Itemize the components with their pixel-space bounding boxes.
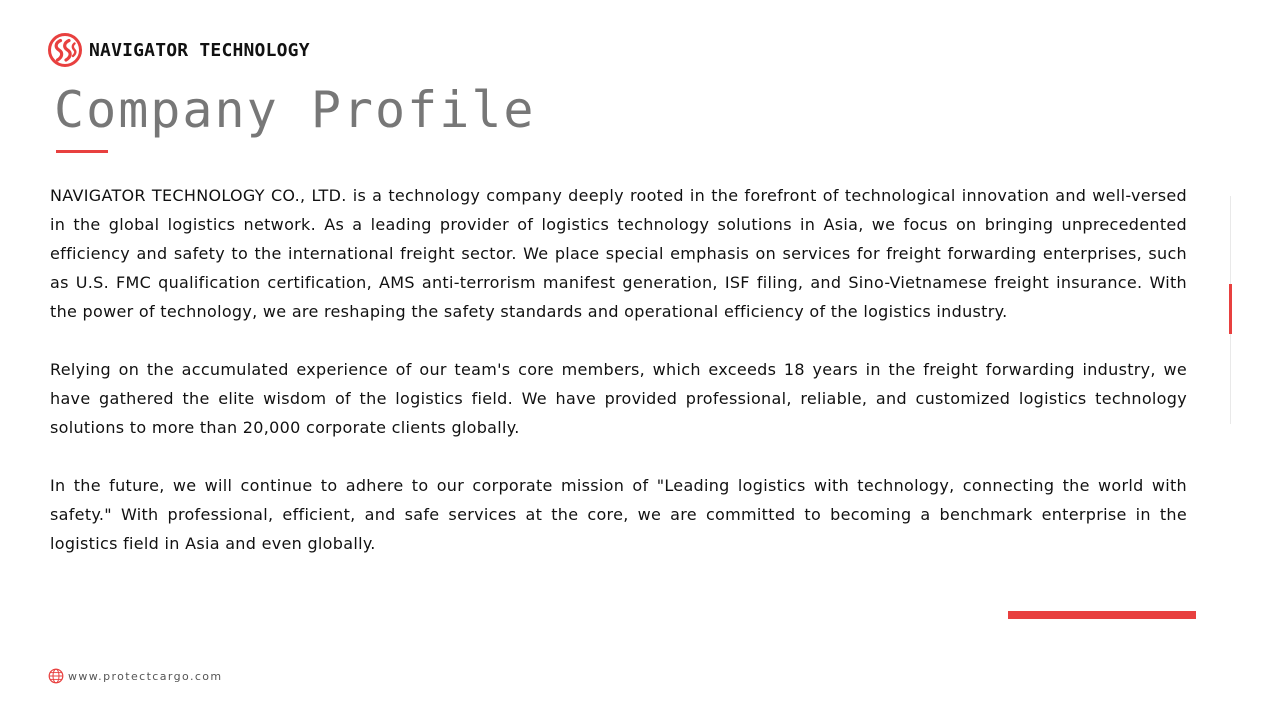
profile-paragraph-intro: NAVIGATOR TECHNOLOGY CO., LTD. is a technology company deeply rooted in the forefront of technological innovation and well-versed in the global logistics network. As a leading provider of logistics technology solutions in Asia, we focus on bringing unprecedented efficiency and safety to the international freight sector. We place special emphasis on services for freight forwarding enterprises, such as U.S. FMC qualification certification, AMS anti-terrorism manifest generation, ISF filing, and Sino-Vietnamese freight insurance. With the power of technology, we are reshaping the safety standards and operational efficiency of the logistics industry. xyxy=(50,186,1187,321)
footer xyxy=(48,668,223,684)
profile-paragraph-experience: Relying on the accumulated experience of our team's core members, which exceeds 18 years in the freight forwarding industry, we have gathered the elite wisdom of the logistics field. We have provided professional, reliable, and customized logistics technology solutions to more than 20,000 corporate clients globally. xyxy=(50,360,1187,437)
company-profile-text xyxy=(50,181,1187,587)
side-accent-bar xyxy=(1229,284,1232,334)
navigator-logo-icon xyxy=(48,33,82,67)
header xyxy=(48,32,310,68)
page-title: Company Profile xyxy=(54,81,536,139)
website-link[interactable]: www.protectcargo.com xyxy=(68,669,223,683)
profile-paragraph-mission: In the future, we will continue to adhere to our corporate mission of "Leading logistics with technology, connecting the world with safety." With professional, efficient, and safe services at the core, we are committed to becoming a benchmark enterprise in the logistics field in Asia and even globally. xyxy=(50,476,1187,553)
bottom-accent-bar xyxy=(1008,611,1196,619)
globe-icon xyxy=(48,668,64,684)
brand-name: NAVIGATOR TECHNOLOGY xyxy=(89,39,310,61)
title-underline xyxy=(56,150,108,153)
